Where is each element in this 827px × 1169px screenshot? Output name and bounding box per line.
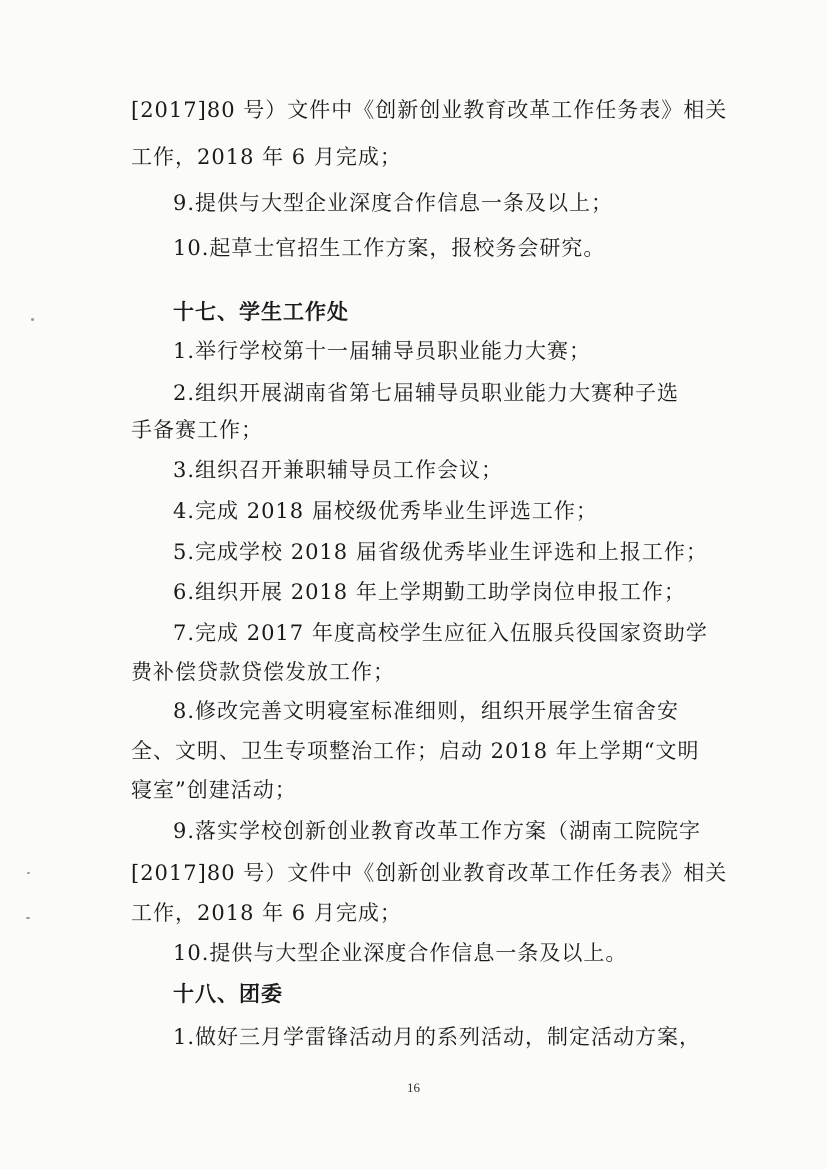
scan-speck bbox=[26, 917, 30, 919]
list-item: 8.修改完善文明寝室标准细则，组织开展学生宿舍安 bbox=[173, 699, 680, 723]
list-item: 5.完成学校 2018 届省级优秀毕业生评选和上报工作； bbox=[173, 540, 708, 564]
list-item: 4.完成 2018 届校级优秀毕业生评选工作； bbox=[173, 499, 598, 523]
list-item: 1.举行学校第十一届辅导员职业能力大赛； bbox=[173, 339, 592, 363]
text-line: 工作，2018 年 6 月完成； bbox=[131, 901, 402, 925]
scan-speck bbox=[31, 318, 34, 321]
section-heading: 十七、学生工作处 bbox=[173, 300, 349, 324]
text-line: [2017]80 号）文件中《创新创业教育改革工作任务表》相关 bbox=[131, 861, 728, 885]
text-line: 费补偿贷款贷偿发放工作； bbox=[131, 660, 395, 684]
list-item: 3.组织召开兼职辅导员工作会议； bbox=[173, 458, 504, 482]
text-line: [2017]80 号）文件中《创新创业教育改革工作任务表》相关 bbox=[131, 98, 728, 122]
list-item: 9.提供与大型企业深度合作信息一条及以上； bbox=[173, 191, 614, 215]
list-item: 6.组织开展 2018 年上学期勤工助学岗位申报工作； bbox=[173, 580, 686, 604]
list-item: 2.组织开展湖南省第七届辅导员职业能力大赛种子选 bbox=[173, 381, 680, 405]
list-item: 7.完成 2017 年度高校学生应征入伍服兵役国家资助学 bbox=[173, 621, 708, 645]
page-number: 16 bbox=[407, 1080, 420, 1095]
list-item: 10.提供与大型企业深度合作信息一条及以上。 bbox=[173, 941, 628, 965]
section-heading: 十八、团委 bbox=[173, 982, 283, 1006]
text-line: 全、文明、卫生专项整治工作；启动 2018 年上学期“文明 bbox=[131, 739, 700, 763]
text-line: 寝室”创建活动； bbox=[131, 778, 297, 802]
text-line: 工作，2018 年 6 月完成； bbox=[131, 145, 402, 169]
list-item: 1.做好三月学雷锋活动月的系列活动，制定活动方案， bbox=[173, 1025, 702, 1049]
list-item: 10.起草士官招生工作方案，报校务会研究。 bbox=[173, 236, 606, 260]
list-item: 9.落实学校创新创业教育改革工作方案（湖南工院院字 bbox=[173, 819, 702, 843]
text-line: 手备赛工作； bbox=[131, 418, 263, 442]
scan-speck bbox=[27, 872, 30, 874]
